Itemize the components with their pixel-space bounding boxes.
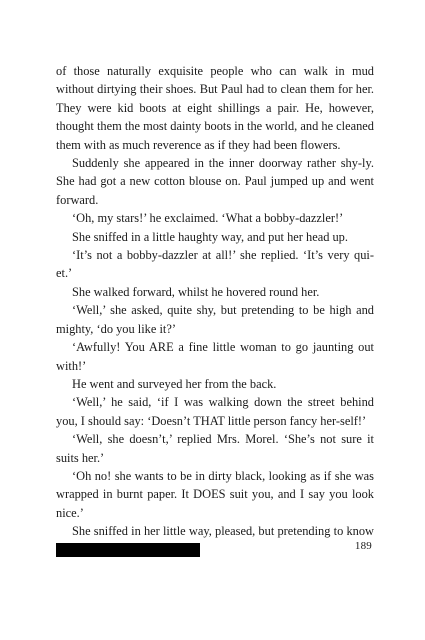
paragraph: ‘Well,’ he said, ‘if I was walking down the street behind you, I should say: ‘Doesn’t THAT little person fancy her-self!’ [56, 395, 374, 428]
paragraph: He went and surveyed her from the back. [72, 376, 277, 391]
paragraph: She walked forward, whilst he hovered round her. [72, 284, 320, 299]
paragraph: She sniffed in a little haughty way, and put her head up. [72, 229, 348, 244]
paragraph: of those naturally exquisite people who can walk in mud without dirtying their shoes. But Paul had to clean them for her. They were kid boots at eight shillings a pair. He, however, thought them the most dainty boots in the world, and he cleaned them with as much reverence as if they had been flowers. [56, 64, 374, 152]
body-text [56, 62, 374, 559]
paragraph: ‘Oh no! she wants to be in dirty black, looking as if she was wrapped in burnt paper. It DOES suit you, and I say you look nice.’ [56, 468, 374, 520]
redaction-bar [56, 543, 200, 557]
paragraph: ‘Oh, my stars!’ he exclaimed. ‘What a bobby-dazzler!’ [72, 211, 344, 226]
paragraph: ‘Well,’ she asked, quite shy, but pretending to be high and mighty, ‘do you like it?’ [56, 303, 374, 336]
page-number: 189 [354, 540, 372, 552]
paragraph: ‘Awfully! You ARE a fine little woman to go jaunting out with!’ [56, 340, 374, 373]
paragraph: Suddenly she appeared in the inner doorway rather shy-ly. She had got a new cotton blouse on. Paul jumped up and went forward. [56, 156, 374, 207]
paragraph: ‘Well, she doesn’t,’ replied Mrs. Morel. ‘She’s not sure it suits her.’ [56, 432, 374, 465]
paragraph: She sniffed in her little way, pleased, but pretending to know [72, 524, 374, 539]
paragraph: ‘It’s not a bobby-dazzler at all!’ she replied. ‘It’s very qui-et.’ [56, 248, 374, 281]
